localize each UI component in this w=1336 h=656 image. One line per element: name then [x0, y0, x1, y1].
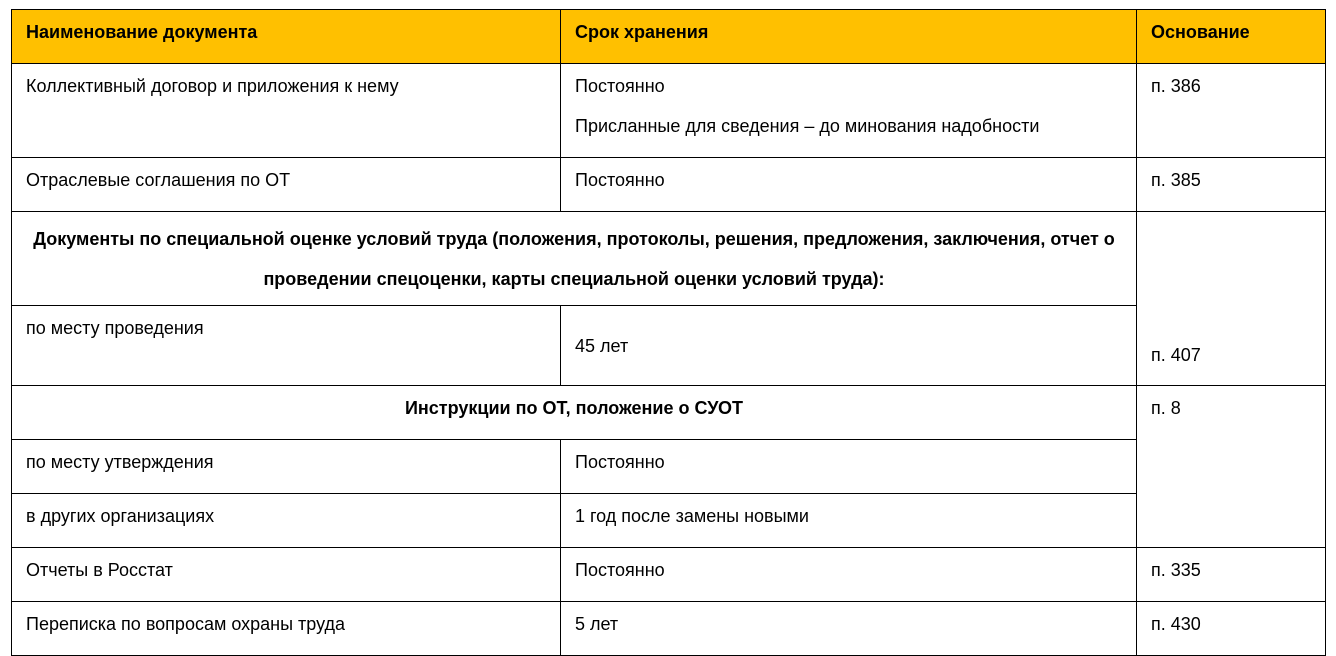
row-term: 1 год после замены новыми	[561, 494, 1137, 548]
section-basis: п. 407	[1137, 212, 1326, 386]
row-term: Постоянно	[561, 440, 1137, 494]
row-name: Коллективный договор и приложения к нему	[12, 64, 561, 158]
row-term: 45 лет	[561, 306, 1137, 386]
row-basis: п. 335	[1137, 548, 1326, 602]
section-title: Документы по специальной оценке условий труда (положения, протоколы, решения, предложения, заключения, отчет о проведении спецоценки, карты специальной оценки условий труда):	[12, 212, 1137, 306]
row-name: по месту утверждения	[12, 440, 561, 494]
row-term: Постоянно	[561, 548, 1137, 602]
row-term: 5 лет	[561, 602, 1137, 656]
table-row	[12, 306, 1326, 386]
table-row	[12, 440, 1326, 494]
row-name: Переписка по вопросам охраны труда	[12, 602, 561, 656]
row-term	[561, 64, 1137, 158]
header-term: Срок хранения	[561, 10, 1137, 64]
retention-table	[11, 9, 1326, 656]
table-row	[12, 602, 1326, 656]
table-row	[12, 494, 1326, 548]
row-basis: п. 430	[1137, 602, 1326, 656]
row-basis: п. 385	[1137, 158, 1326, 212]
row-term: Постоянно	[561, 158, 1137, 212]
table-row	[12, 158, 1326, 212]
row-name: Отчеты в Росстат	[12, 548, 561, 602]
header-name: Наименование документа	[12, 10, 561, 64]
section-row	[12, 212, 1326, 306]
term-line-2: Присланные для сведения – до минования надобности	[575, 116, 1040, 136]
row-name: в других организациях	[12, 494, 561, 548]
section-row	[12, 386, 1326, 440]
table-row	[12, 548, 1326, 602]
term-line-1: Постоянно	[575, 76, 665, 96]
section-basis: п. 8	[1137, 386, 1326, 548]
table-row	[12, 64, 1326, 158]
row-basis: п. 386	[1137, 64, 1326, 158]
header-row	[12, 10, 1326, 64]
row-name: по месту проведения	[12, 306, 561, 386]
section-title: Инструкции по ОТ, положение о СУОТ	[12, 386, 1137, 440]
header-basis: Основание	[1137, 10, 1326, 64]
row-name: Отраслевые соглашения по ОТ	[12, 158, 561, 212]
